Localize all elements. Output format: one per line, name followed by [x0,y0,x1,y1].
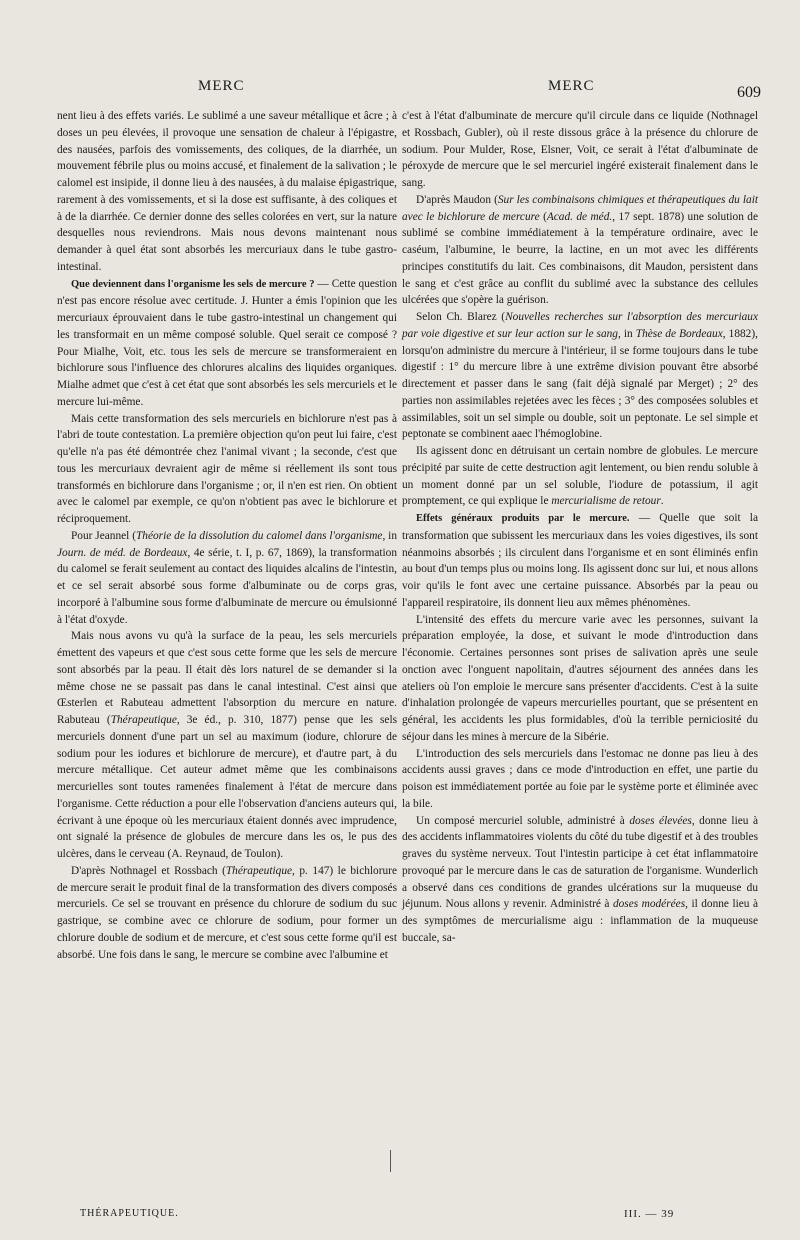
section-heading: Effets généraux produits par le mercure. [416,513,630,524]
paragraph-text: , in [617,327,636,340]
paragraph-text: ( [539,210,547,223]
citation-title: Thérapeutique [110,714,177,726]
paragraph-text: , 4e série, t. I, p. 67, 1869), la transformation du calomel se ferait seulement au contact des liquides alcalins de l'intestin, et ce sel serait absorbé sous forme d'albuminate ou de corps gras, incorporé à l'albumine sous forme d'albuminate de mercure ou émulsionné à l'état d'oxyde. [57,546,398,626]
section-heading: Que deviennent dans l'organisme les sels de mercure ? [71,278,315,290]
citation-title: Thérapeutique [225,864,293,877]
paragraph-text: D'après Nothnagel et Rossbach ( [71,864,226,877]
paragraph-text: , in [382,529,398,542]
citation-journal: Journ. de méd. de Bordeaux [57,546,188,559]
footer-signature: THÉRAPEUTIQUE. [80,1208,179,1219]
paragraph [57,528,397,629]
citation-journal: Acad. de méd. [546,210,613,223]
paragraph: nent lieu à des effets variés. Le sublimé a une saveur métallique et âcre ; à doses un peu élevées, il provoque une sensation de chaleur à l'épigastre, des nausées, parfois des vomissements, des coliques, de la diarrhée, un mouvement fébrile plus ou moins accusé, et finalement de la salivation ; le calomel est insipide, il donne lieu à des nausées, à du malaise épigastrique, rarement à des vomissements, et si la dose est suffisante, à des coliques et à de la diarrhée. Ce dernier donne des selles colorées en vert, sur la nature desquelles nous reviendrons. Mais nous devons maintenant nous demander à quel état sont absorbés les mercuriaux dans le tube gastro-intestinal. [57,110,397,273]
left-column [57,108,397,963]
paragraph-text: , 3e éd., p. 310, 1877) pense que les sels mercuriels donnent d'une part un sel au maximum (iodure, chlorure de sodium pour les iodures et bichlorure de mercure), et d'autre part, à du mercure métallique. Cet auteur admet même que les combinaisons mercurielles sont toutes ramenées finalement à l'état de mercure dans l'organisme. Cette réduction a pour elle l'observation d'anciens auteurs qui, écrivant à une époque où les mercuriaux étaient donnés avec imprudence, ont signalé la présence de globules de mercure dans les os, le pus des ulcères, dans le cerveau (A. Reynaud, de Toulon). [57,714,398,860]
paragraph-text: , il donne lieu à des symptômes de mercurialisme aigu : inflammation de la muqueuse buccale, sa- [402,898,758,944]
paragraph-text: — Quelle que soit la transformation que subissent les mercuriaux dans les voies digestives, ils sont néanmoins absorbés ; ils circulent dans l'organisme et en sont éliminés enfin au bout d'un temps plus ou moins long. Ils agissent donc sur lui, et nous allons voir qu'ils le font avec une certaine puissance. Absorbés par la peau ou l'appareil respiratoire, ils donnent lieu aux mêmes phénomènes. [402,512,758,609]
emphasis-term: doses modérées [612,898,686,911]
section-paragraph [57,276,397,411]
paragraph-text: — Cette question n'est pas encore résolue avec certitude. J. Hunter a émis l'opinion que les mercuriaux éprouvaient dans le tube gastro-intestinal un changement qui les transformait en un même composé soluble. Quel serait ce composé ? Pour Mialhe, Voit, etc. tous les sels de mercure se transformeraient en bichlorure sous l'influence des chlorures alcalins des liquides organiques. Mialhe admet que c'est à cet état que sont absorbés les sels mercuriels et le mercure lui-même. [57,277,397,408]
right-column [402,108,758,947]
emphasis-term: mercurialisme de retour [551,495,661,508]
paragraph-text: D'après Maudon ( [416,193,498,206]
paragraph [402,309,758,443]
paragraph-text: Ils agissent donc en détruisant un certain nombre de globules. Le mercure précipité par suite de cette destruction agit lentement, ou bien rendu soluble à un moment donné par un sel soluble, l'iodure de potassium, il agit promptement, ce qui explique le [402,445,758,508]
paragraph-text: , donne lieu à des accidents inflammatoires violents du côté du tube digestif et à des troubles graves du système nerveux. Tout l'intestin participe à cet état inflammatoire provoqué par le mercure dans le cas de saturation de l'organisme. Wunderlich a observé dans ces conditions de grandes ulcérations sur la muqueuse du jéjunum. Nous allons y revenir. Administré à [402,814,758,911]
emphasis-term: doses élevées [629,814,692,827]
paragraph: L'introduction des sels mercuriels dans l'estomac ne donne pas lieu à des accidents aussi graves ; dans ce mode d'introduction en effet, une partie du poison est immédiatement portée au foie par le système porte et éliminée avec la bile. [402,747,758,810]
paragraph-text: , p. 147) le bichlorure de mercure serait le produit final de la transformation des divers composés mercuriels. Ce sel se trouvant en présence du chlorure de sodium du suc gastrique, se combine avec ce chlorure de sodium, pour former un chlorure double de sodium et de mercure, et c'est sous cette forme qu'il est absorbé. Une fois dans le sang, le mercure se combine avec l'albumine et [57,864,397,961]
paragraph-text: , 1882), lorsqu'on administre du mercure à l'intérieur, il se forme toujours dans le tube digestif : 1° du mercure libre à une extrême division pouvant être absorbé directement et passer dans le sang (fait déjà signalé par Merget) ; 2° des parties non assimilables rejetées avec les fèces ; 3° des composées solubles et assimilables, soit un sel simple ou double, soit un peptonate. Le sel simple et peptonate se combinent aaec l'hémoglobine. [402,327,758,441]
paragraph: c'est à l'état d'albuminate de mercure qu'il circule dans ce liquide (Nothnagel et Rossbach, Gubler), où il reste dissous grâce à la présence du chlorure de sodium. Pour Mulder, Rose, Elsner, Voit, ce serait à l'état d'albuminate de péroxyde de mercure que le sel mercuriel ingéré existerait finalement dans le sang. [402,110,758,189]
paragraph [402,192,758,309]
section-paragraph [402,510,758,612]
footer-volume: III. — 39 [624,1208,675,1220]
paragraph [57,863,397,964]
paragraph [402,443,758,510]
column-divider [390,1150,391,1172]
paragraph: L'intensité des effets du mercure varie avec les personnes, suivant la préparation employée, la dose, et suivant le mode d'introduction dans l'économie. Certaines personnes sont prises de salivation après une seule onction avec l'onguent napolitain, d'autres séjournent des années dans les ateliers où l'on emploie le mercure sans présenter d'accidents. C'est à la suite d'inhalation prolongée de vapeurs mercurielles pourtant, que se présentent en général, les accidents les plus formidables, d'où la terrible perniciosité du séjour dans les mines à mercure de la Sibérie. [402,613,758,743]
paragraph-text: Un composé mercuriel soluble, administré à [416,814,630,827]
paragraph [57,628,397,863]
citation-title: Sur les combinaisons chimiques et thérapeutiques du lait avec le bichlorure de mercure [402,193,758,223]
paragraph: Mais cette transformation des sels mercuriels en bichlorure n'est pas à l'abri de toute contestation. La première objection qu'on peut lui faire, c'est qu'elle n'a pas été démontrée chez l'animal vivant ; la seconde, c'est que tous les mercuriaux devraient agir de même si réellement ils sont tous transformés en bichlorure dans l'organisme ; or, il n'en est rien. On obtient avec le calomel par exemple, ce qu'on n'obtient pas avec le bichlorure et réciproquement. [57,412,397,525]
paragraph-text: Pour Jeannel ( [71,529,136,542]
citation-title: Théorie de la dissolution du calomel dans l'organisme [135,529,383,542]
running-head-left: MERC [198,78,245,94]
paragraph [402,813,758,947]
running-head-right: MERC [548,78,595,94]
paragraph-text: . [660,495,664,508]
paragraph-text: , 17 sept. 1878) une solution de sublimé se combine immédiatement à la température ordinaire, avec le caséum, l'albumine, le beurre, la lactine, en un mot avec les différents principes constitutifs du lait. Ces combinaisons, dit Maudon, persistent dans le sang et c'est grâce au conflit du sublimé avec la substance des cellules ulcérées que s'opère la guérison. [402,210,758,307]
page-number: 609 [737,84,761,101]
citation-journal: Thèse de Bordeaux [635,327,723,340]
paragraph-text: Selon Ch. Blarez ( [416,311,506,323]
paragraph-text: Mais nous avons vu qu'à la surface de la peau, les sels mercuriels émettent des vapeurs et que c'est sous cette forme que les sels de mercure sont absorbés par la peau. Il était dès lors naturel de se demander si la même chose ne se passait pas dans le canal intestinal. C'est ainsi que Œsterlen et Rabuteau admettent l'absorption du mercure en nature. Rabuteau ( [57,630,397,726]
citation-title: Nouvelles recherches sur l'absorption des mercuriaux par voie digestive et sur leur action sur le sang [402,311,758,340]
